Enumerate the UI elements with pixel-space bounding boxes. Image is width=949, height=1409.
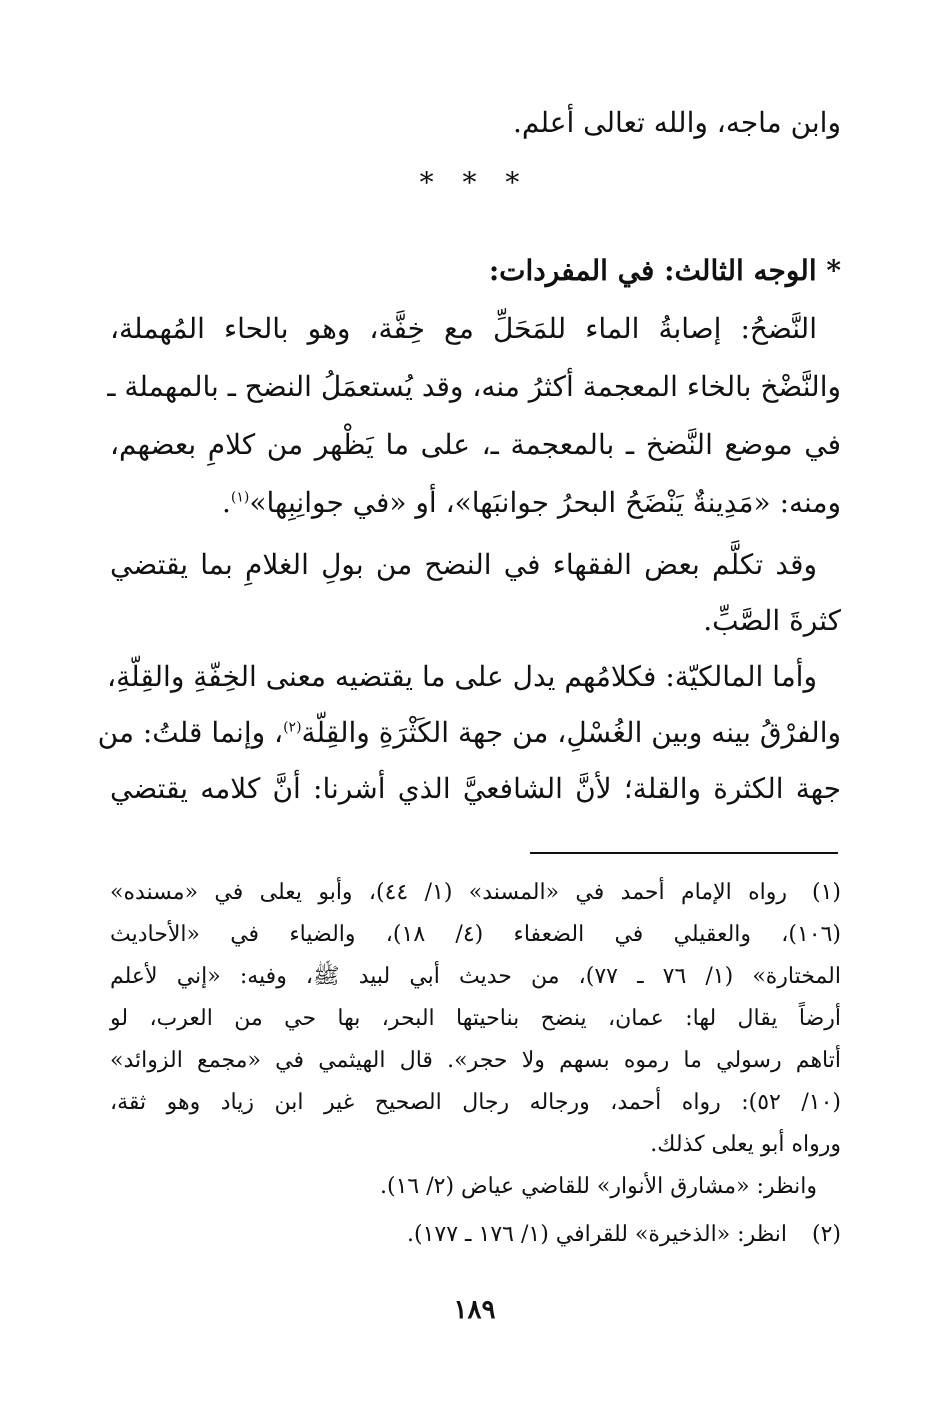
footnote-line: أتاهم رسولي ما رموه بسهم ولا حجر». قال الهيثمي في «مجمع الزوائد» [110, 1048, 841, 1073]
section-separator: * * * [419, 166, 530, 199]
footnote-separator [530, 852, 838, 854]
paragraph-line: وقد تكلَّم بعض الفقهاء في النضح من بولِ الغلامِ بما يقتضي [110, 548, 817, 581]
paragraph-line: في موضع النَّضخ ـ بالمعجمة ـ، على ما يَظْهر من كلامِ بعضهم، [110, 428, 841, 461]
paragraph-line: جهة الكثرة والقلة؛ لأنَّ الشافعيَّ الذي أشرنا: أنَّ كلامه يقتضي [110, 772, 841, 805]
paragraph-end-mark: . [222, 486, 231, 519]
footnote-line: أرضاً يقال لها: عمان، ينضح بناحيتها البحر، بها حي من العرب، لو [110, 1006, 841, 1031]
paragraph-line: كثرةَ الصَّبِّ. [703, 604, 841, 637]
footnote-line: انظر: «الذخيرة» للقرافي (١/ ١٧٦ ـ ١٧٧). [407, 1222, 787, 1247]
section-heading: * الوجه الثالث: في المفردات: [488, 254, 841, 287]
footnote-number: (٢) [811, 1222, 841, 1247]
footnote-line: المختارة» (١/ ٧٦ ـ ٧٧)، من حديث أبي لبيد ﷺ، وفيه: «إني لأعلم [110, 964, 842, 989]
intro-line: وابن ماجه، والله تعالى أعلم. [512, 106, 841, 139]
page-number: ١٨٩ [453, 1295, 496, 1325]
paragraph-text: ومنه: «مَدِينةٌ يَنْضَحُ البحرُ جوانبَها»، أو «في جوانِبِها» [249, 486, 841, 519]
footnote-number: (١) [811, 880, 841, 905]
footnote-line: (١٠٦)، والعقيلي في الضعفاء (٤/ ١٨)، والضياء في «الأحاديث [110, 922, 842, 947]
paragraph-line: والنَّضْخ بالخاء المعجمة أكثرُ منه، وقد يُستعمَلُ النضح ـ بالمهملة ـ [107, 370, 841, 403]
footnote-line: رواه الإمام أحمد في «المسند» (١/ ٤٤)، وأبو يعلى في «مسنده» [110, 880, 787, 905]
paragraph-line [97, 704, 841, 762]
footnote-line: (١٠/ ٥٢): رواه أحمد، ورجاله رجال الصحيح غير ابن زياد وهو ثقة، [110, 1090, 841, 1115]
paragraph-line: وأما المالكيّة: فكلامُهم يدل على ما يقتضيه معنى الخِفّةِ والقِلّةِ، [107, 660, 817, 693]
paragraph-text: والفرْقُ بينه وبين الغُسْلِ، من جهة الكَثْرَةِ والقِلّة [301, 716, 841, 749]
footnote-line: ورواه أبو يعلى كذلك. [650, 1132, 841, 1157]
paragraph-text: ، وإنما قلتُ: من [97, 716, 284, 749]
footnote-reference: (٢) [283, 719, 302, 736]
footnote-reference: (١) [230, 489, 250, 506]
footnote-line: وانظر: «مشارق الأنوار» للقاضي عياض (٢/ ١٦). [380, 1174, 817, 1199]
paragraph-line: النَّضحُ: إصابةُ الماء للمَحَلِّ مع خِفَّة، وهو بالحاء المُهملة، [110, 312, 817, 345]
paragraph-line [110, 474, 841, 532]
